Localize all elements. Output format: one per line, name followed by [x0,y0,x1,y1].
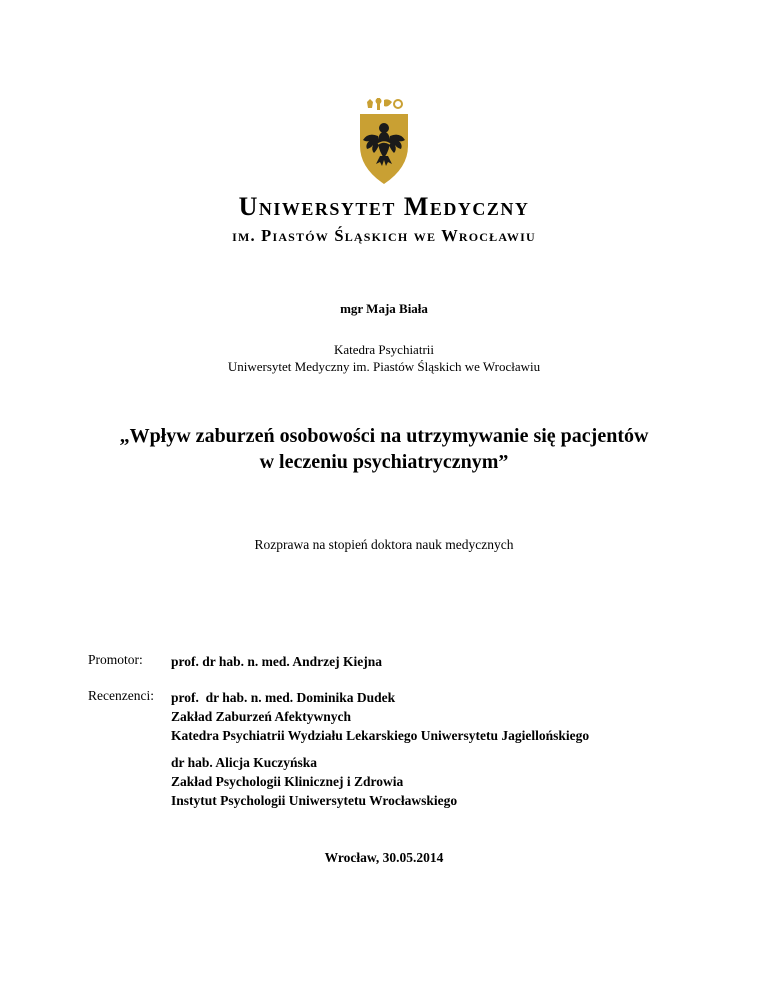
reviewer-2-name: dr hab. Alicja Kuczyńska [171,755,318,770]
reviewer-2-unit: Zakład Psychologii Klinicznej i Zdrowia [171,774,404,789]
place-and-date: Wrocław, 30.05.2014 [324,850,444,865]
promotor-name: prof. dr hab. n. med. Andrzej Kiejna [171,654,383,669]
department-line-2: Uniwersytet Medyczny im. Piastów Śląskich we Wrocławiu [227,359,541,374]
crest-ornaments [367,98,402,110]
thesis-title-line-1: „Wpływ zaburzeń osobowości na utrzymywanie się pacjentów [119,425,649,447]
department-line-1: Katedra Psychiatrii [334,342,434,357]
university-crest-logo [358,98,410,184]
degree-description: Rozprawa na stopień doktora nauk medycznych [254,537,514,552]
reviewers-label: Recenzenci: [88,688,154,703]
reviewer-1-unit: Zakład Zaburzeń Afektywnych [171,709,352,724]
promotor-label: Promotor: [88,652,143,667]
reviewer-2-institution: Instytut Psychologii Uniwersytetu Wrocławskiego [171,793,458,808]
university-name: Uniwersytet Medyczny [238,192,530,221]
author-name: mgr Maja Biała [340,301,428,316]
reviewer-1-name: prof. dr hab. n. med. Dominika Dudek [171,690,396,705]
reviewer-2 [171,753,457,810]
reviewer-1-institution: Katedra Psychiatrii Wydziału Lekarskiego Uniwersytetu Jagiellońskiego [171,728,590,743]
reviewer-1 [171,688,589,745]
thesis-title-line-2: w leczeniu psychiatrycznym” [259,451,509,473]
university-subtitle: im. Piastów Śląskich we Wrocławiu [232,226,536,245]
